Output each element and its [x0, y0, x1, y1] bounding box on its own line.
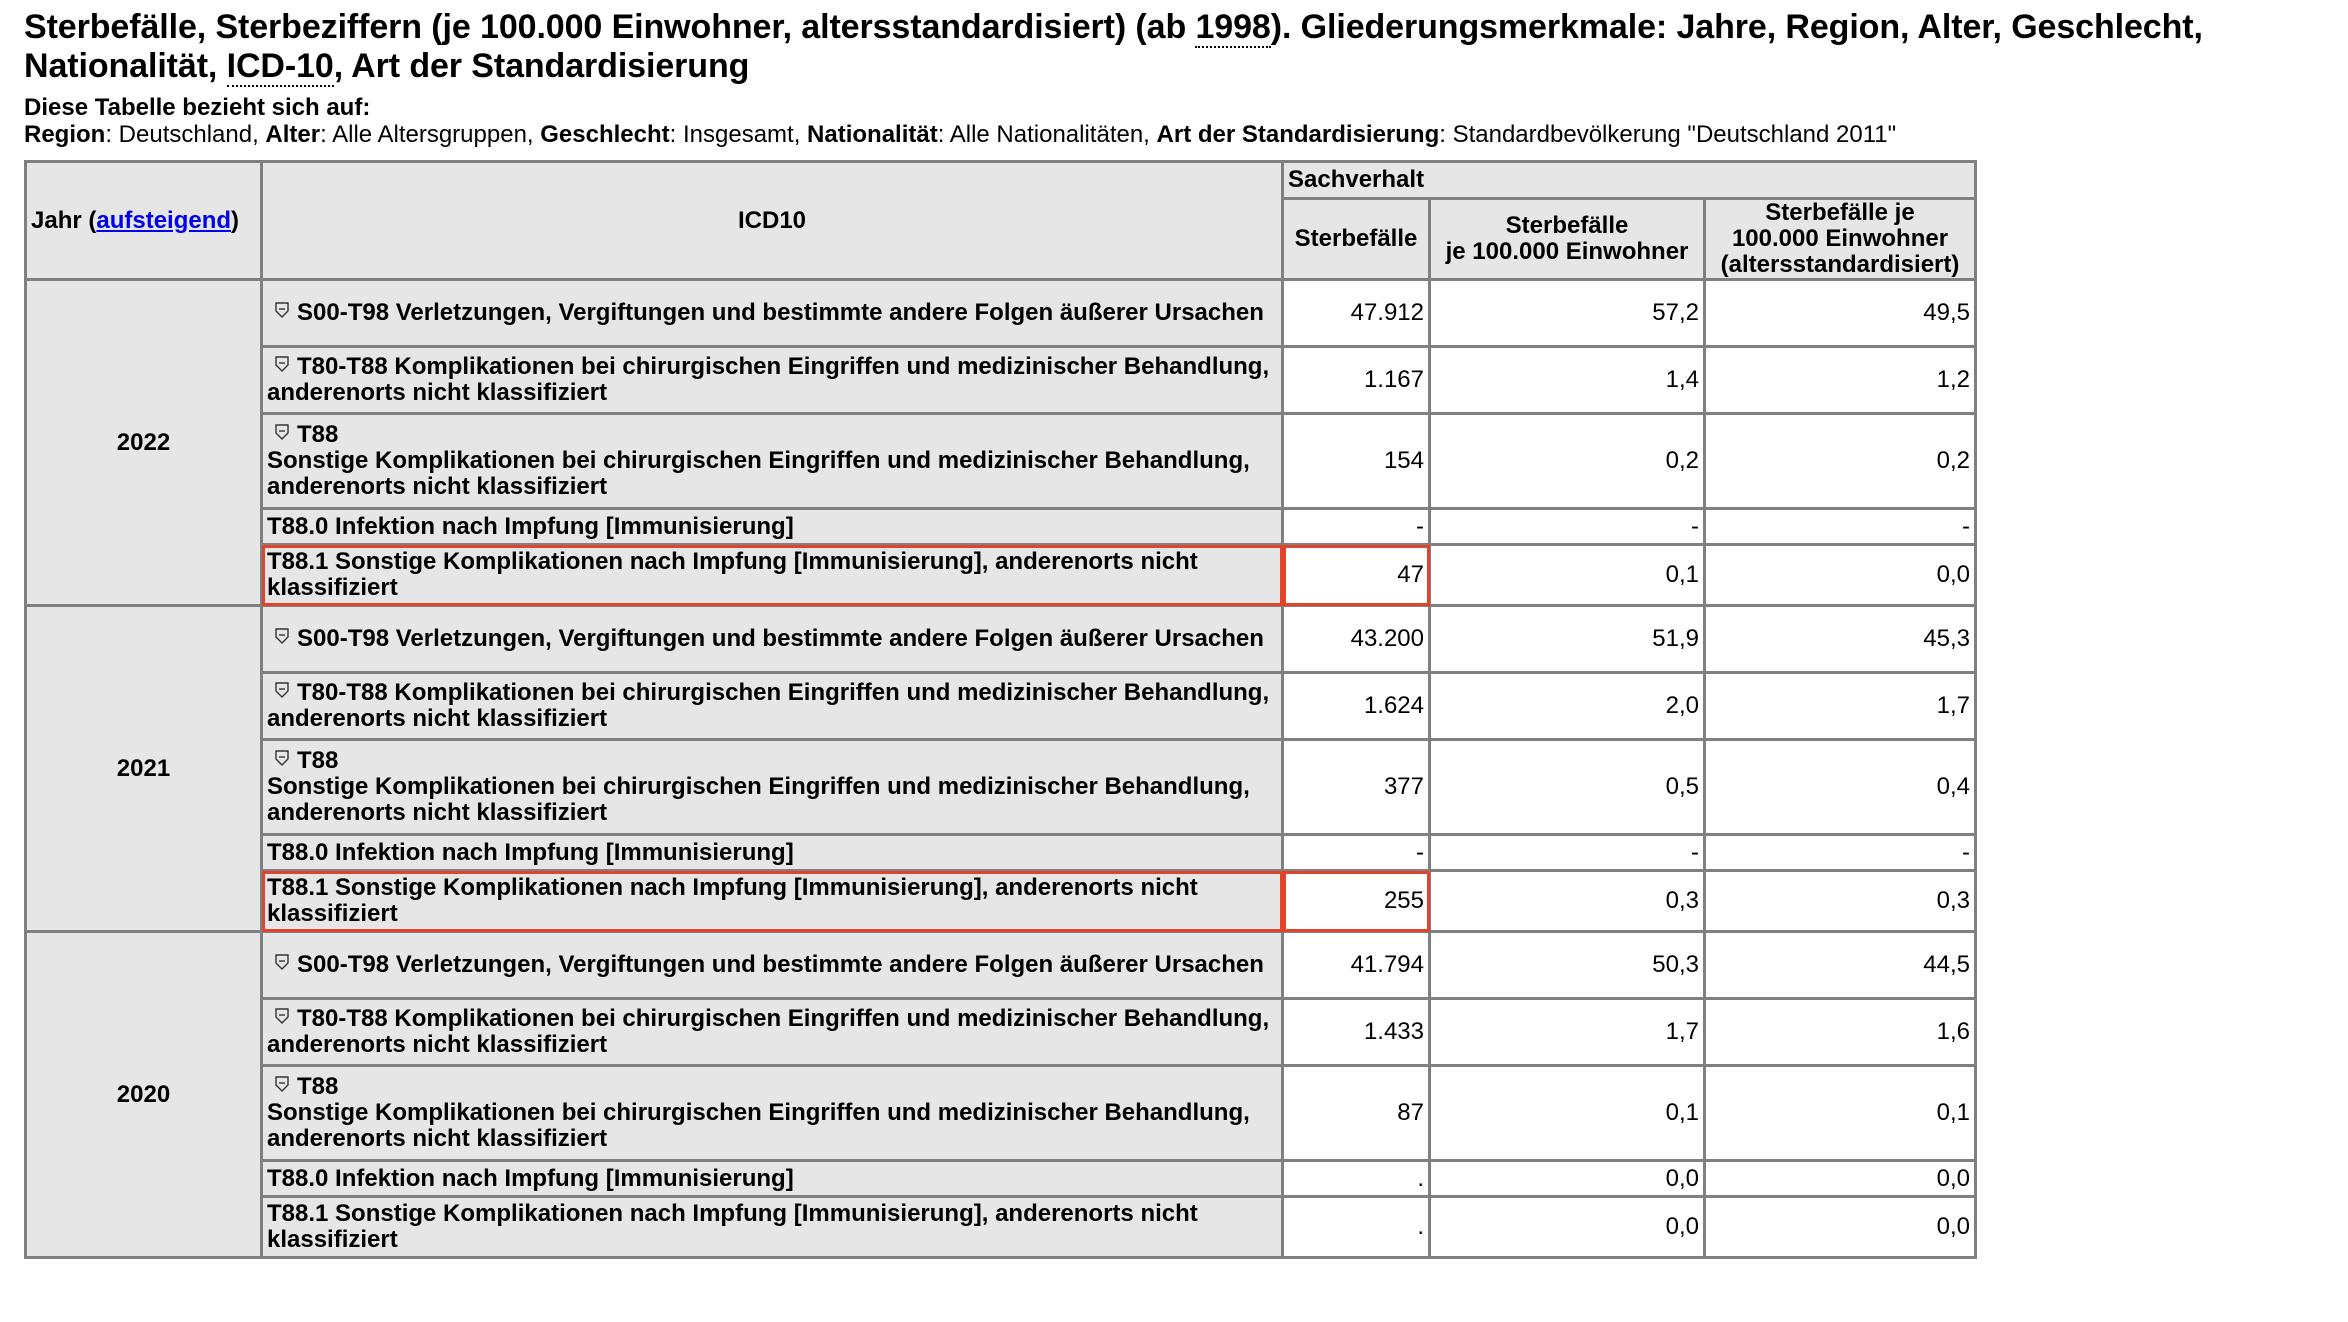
- table-row: [26, 347, 1976, 414]
- title-text-3: , Art der Standardisierung: [333, 47, 750, 85]
- icd-cell: [262, 545, 1283, 606]
- collapse-toggle-icon[interactable]: [275, 954, 289, 970]
- icd-cell: [262, 414, 1283, 509]
- nationalitaet-value: : Alle Nationalitäten,: [937, 121, 1157, 148]
- std-rate-value: -: [1705, 835, 1976, 871]
- icd-code: S00-T98: [297, 299, 390, 326]
- icd-code: T80-T88: [297, 353, 388, 380]
- std-rate-value: 0,0: [1705, 545, 1976, 606]
- collapse-toggle-icon[interactable]: [275, 750, 289, 766]
- table-scope-info: [24, 94, 2348, 148]
- deaths-value: 43.200: [1283, 606, 1430, 673]
- rate-value: 57,2: [1430, 280, 1705, 347]
- deaths-value: 87: [1283, 1066, 1430, 1161]
- deaths-value: -: [1283, 509, 1430, 545]
- icd-code: T88.0: [267, 838, 329, 866]
- deaths-value: 1.167: [1283, 347, 1430, 414]
- rate-value: 51,9: [1430, 606, 1705, 673]
- deaths-value: 1.433: [1283, 999, 1430, 1066]
- year-header-label: Jahr (: [31, 206, 97, 234]
- rate-header-line2: je 100.000 Einwohner: [1445, 238, 1689, 265]
- std-rate-value: 0,0: [1705, 1161, 1976, 1197]
- region-value: : Deutschland,: [105, 121, 266, 148]
- icd-cell: [262, 871, 1283, 932]
- collapse-toggle-icon[interactable]: [275, 628, 289, 644]
- rate-header: [1430, 199, 1705, 280]
- icd-code: T88.1: [267, 548, 329, 575]
- icd-description: Infektion nach Impfung [Immunisierung]: [335, 838, 794, 866]
- table-row: [26, 509, 1976, 545]
- icd-description: Sonstige Komplikationen nach Impfung [Immunisierung], anderenorts nicht klassifiziert: [267, 1200, 1198, 1253]
- std-rate-value: 0,0: [1705, 1197, 1976, 1258]
- standard-label: Art der Standardisierung: [1156, 121, 1440, 148]
- rate-value: 2,0: [1430, 673, 1705, 740]
- rate-value: 1,4: [1430, 347, 1705, 414]
- nationalitaet-label: Nationalität: [807, 121, 938, 148]
- std-rate-value: 1,6: [1705, 999, 1976, 1066]
- page-title: [24, 8, 2348, 86]
- rate-value: 0,3: [1430, 871, 1705, 932]
- std-rate-value: 0,3: [1705, 871, 1976, 932]
- rate-value: -: [1430, 835, 1705, 871]
- icd-cell: [262, 1066, 1283, 1161]
- icd-column-header: ICD10: [262, 162, 1283, 280]
- deaths-value: .: [1283, 1161, 1430, 1197]
- rate-value: -: [1430, 509, 1705, 545]
- icd-code: T88.0: [267, 512, 329, 540]
- std-header-line2: 100.000 Einwohner: [1731, 225, 1949, 252]
- year-header-close: ): [231, 206, 240, 234]
- std-rate-value: -: [1705, 509, 1976, 545]
- sort-ascending-link[interactable]: aufsteigend: [96, 206, 232, 234]
- rate-value: 0,1: [1430, 545, 1705, 606]
- std-header-line1: Sterbefälle je: [1765, 199, 1915, 226]
- table-row: [26, 1161, 1976, 1197]
- deaths-value: .: [1283, 1197, 1430, 1258]
- table-row: [26, 999, 1976, 1066]
- icd-description: Sonstige Komplikationen bei chirurgischen Eingriffen und medizinischer Behandlung, anderenorts nicht klassifiziert: [267, 1099, 1250, 1152]
- icd-code: T80-T88: [297, 1005, 388, 1032]
- sachverhalt-header: Sachverhalt: [1283, 162, 1976, 199]
- collapse-toggle-icon[interactable]: [275, 424, 289, 440]
- icd-description: Sonstige Komplikationen nach Impfung [Immunisierung], anderenorts nicht klassifiziert: [267, 548, 1198, 601]
- deaths-value: 255: [1283, 871, 1430, 932]
- table-row: [26, 871, 1976, 932]
- icd-description: Verletzungen, Vergiftungen und bestimmte andere Folgen äußerer Ursachen: [395, 625, 1264, 652]
- icd-code: T80-T88: [297, 679, 388, 706]
- geschlecht-label: Geschlecht: [540, 121, 670, 148]
- deaths-value: 1.624: [1283, 673, 1430, 740]
- year-cell: 2020: [26, 932, 262, 1258]
- rate-value: 1,7: [1430, 999, 1705, 1066]
- std-rate-value: 1,7: [1705, 673, 1976, 740]
- table-row: [26, 1066, 1976, 1161]
- icd-description: Sonstige Komplikationen bei chirurgischen Eingriffen und medizinischer Behandlung, anderenorts nicht klassifiziert: [267, 773, 1250, 826]
- std-rate-value: 0,4: [1705, 740, 1976, 835]
- icd-description: Komplikationen bei chirurgischen Eingriffen und medizinischer Behandlung, anderenorts nicht klassifiziert: [267, 1005, 1270, 1058]
- icd-cell: [262, 740, 1283, 835]
- rate-value: 0,0: [1430, 1161, 1705, 1197]
- icd-cell: [262, 606, 1283, 673]
- icd-cell: [262, 280, 1283, 347]
- table-body: [26, 280, 1976, 1258]
- icd-code: T88: [297, 1073, 339, 1100]
- deaths-value: 47.912: [1283, 280, 1430, 347]
- collapse-toggle-icon[interactable]: [275, 1008, 289, 1024]
- icd-code: S00-T98: [297, 625, 390, 652]
- title-text-1: Sterbefälle, Sterbeziffern (je 100.000 Einwohner, altersstandardisiert) (ab: [24, 8, 1196, 46]
- title-icd-abbr: ICD-10: [226, 47, 334, 85]
- deaths-value: 154: [1283, 414, 1430, 509]
- icd-cell: [262, 673, 1283, 740]
- title-text-2: ). Gliederungsmerkmale: Jahre, Region, Alter, Geschlecht, Nationalität,: [24, 8, 2203, 85]
- rate-value: 0,0: [1430, 1197, 1705, 1258]
- icd-cell: [262, 347, 1283, 414]
- age-standardized-rate-header: [1705, 199, 1976, 280]
- table-row: [26, 414, 1976, 509]
- rate-value: 50,3: [1430, 932, 1705, 999]
- std-header-line3: (altersstandardisiert): [1720, 251, 1960, 278]
- scope-lead: Diese Tabelle bezieht sich auf:: [24, 94, 371, 121]
- region-label: Region: [24, 121, 106, 148]
- collapse-toggle-icon[interactable]: [275, 682, 289, 698]
- std-rate-value: 0,2: [1705, 414, 1976, 509]
- std-rate-value: 0,1: [1705, 1066, 1976, 1161]
- rate-header-line1: Sterbefälle: [1505, 212, 1629, 239]
- std-rate-value: 1,2: [1705, 347, 1976, 414]
- table-row: [26, 545, 1976, 606]
- std-rate-value: 49,5: [1705, 280, 1976, 347]
- icd-cell: [262, 509, 1283, 545]
- icd-code: T88: [297, 421, 339, 448]
- icd-cell: [262, 1197, 1283, 1258]
- std-rate-value: 45,3: [1705, 606, 1976, 673]
- rate-value: 0,5: [1430, 740, 1705, 835]
- table-row: [26, 1197, 1976, 1258]
- collapse-toggle-icon[interactable]: [275, 356, 289, 372]
- geschlecht-value: : Insgesamt,: [669, 121, 808, 148]
- std-rate-value: 44,5: [1705, 932, 1976, 999]
- icd-description: Komplikationen bei chirurgischen Eingriffen und medizinischer Behandlung, anderenorts nicht klassifiziert: [267, 679, 1270, 732]
- icd-cell: [262, 835, 1283, 871]
- rate-value: 0,2: [1430, 414, 1705, 509]
- table-row: [26, 606, 1976, 673]
- alter-label: Alter: [265, 121, 321, 148]
- deaths-value: 377: [1283, 740, 1430, 835]
- icd-cell: [262, 999, 1283, 1066]
- year-cell: 2022: [26, 280, 262, 606]
- icd-code: T88: [297, 747, 339, 774]
- icd-description: Infektion nach Impfung [Immunisierung]: [335, 512, 794, 540]
- icd-description: Infektion nach Impfung [Immunisierung]: [335, 1164, 794, 1192]
- collapse-toggle-icon[interactable]: [275, 302, 289, 318]
- table-row: [26, 740, 1976, 835]
- icd-description: Komplikationen bei chirurgischen Eingriffen und medizinischer Behandlung, anderenorts nicht klassifiziert: [267, 353, 1270, 406]
- rate-value: 0,1: [1430, 1066, 1705, 1161]
- scope-details: [24, 121, 2348, 148]
- collapse-toggle-icon[interactable]: [275, 1076, 289, 1092]
- table-row: [26, 835, 1976, 871]
- icd-code: T88.1: [267, 1200, 329, 1227]
- title-year-abbr: 1998: [1195, 8, 1271, 46]
- table-row: [26, 932, 1976, 999]
- deaths-value: 41.794: [1283, 932, 1430, 999]
- icd-description: Sonstige Komplikationen bei chirurgischen Eingriffen und medizinischer Behandlung, anderenorts nicht klassifiziert: [267, 447, 1250, 500]
- year-cell: 2021: [26, 606, 262, 932]
- deaths-value: -: [1283, 835, 1430, 871]
- icd-cell: [262, 932, 1283, 999]
- standard-value: : Standardbevölkerung "Deutschland 2011": [1439, 121, 1897, 148]
- icd-code: S00-T98: [297, 951, 390, 978]
- table-row: [26, 673, 1976, 740]
- alter-value: : Alle Altersgruppen,: [320, 121, 541, 148]
- icd-description: Verletzungen, Vergiftungen und bestimmte andere Folgen äußerer Ursachen: [395, 299, 1264, 326]
- icd-cell: [262, 1161, 1283, 1197]
- data-table: [24, 160, 1977, 1259]
- sterbefaelle-header: Sterbefälle: [1283, 199, 1430, 280]
- icd-code: T88.1: [267, 874, 329, 901]
- icd-description: Verletzungen, Vergiftungen und bestimmte andere Folgen äußerer Ursachen: [395, 951, 1264, 978]
- table-row: [26, 280, 1976, 347]
- icd-description: Sonstige Komplikationen nach Impfung [Immunisierung], anderenorts nicht klassifiziert: [267, 874, 1198, 927]
- year-column-header: [26, 162, 262, 280]
- icd-code: T88.0: [267, 1164, 329, 1192]
- deaths-value: 47: [1283, 545, 1430, 606]
